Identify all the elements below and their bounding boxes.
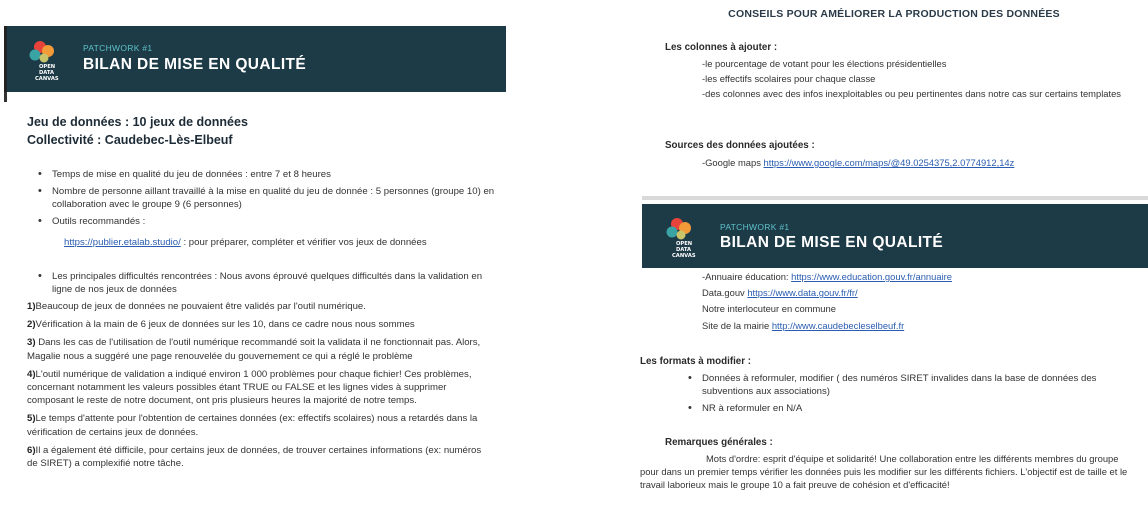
google-source-label: -Google maps xyxy=(702,157,764,168)
difficulty-point xyxy=(27,368,492,408)
remarks-heading: Remarques générales : xyxy=(665,437,773,448)
list-item-people: • Nombre de personne aillant travaillé à la mise en qualité du jeu de donnée : 5 personnes (groupe 10) en collaboration avec le groupe 9 (6 personnes) xyxy=(38,185,498,211)
column-item: -les effectifs scolaires pour chaque classe xyxy=(702,73,876,85)
mairie-link[interactable]: http://www.caudebecleselbeuf.fr xyxy=(771,319,905,331)
point-number: 6) xyxy=(27,444,36,456)
open-data-canvas-logo xyxy=(25,38,71,84)
datagouv-line xyxy=(702,286,1122,299)
point-number: 1) xyxy=(27,301,36,312)
formats-bullet-list xyxy=(688,372,1128,419)
left-header-banner xyxy=(4,26,506,92)
datagouv-label: Data.gouv xyxy=(702,287,748,299)
difficulty-point xyxy=(27,336,492,362)
logo-text-canvas: CANVAS xyxy=(35,76,59,82)
summary-bullet-list xyxy=(38,168,498,232)
logo-text-open: OPEN xyxy=(676,241,693,247)
advice-title: CONSEILS POUR AMÉLIORER LA PRODUCTION DES DONNÉES xyxy=(728,8,1060,20)
remarks-text: Mots d'ordre: esprit d'équipe et solidarité! Une collaboration entre les différents membres du groupe pour dans un premier temps vérifier les données puis les modifier sur les différents fichiers. L'objectif est de taille et le travail laborieux mais le groupe 10 a fait preuve de cohésion et d'efficacité! xyxy=(640,453,1128,491)
tool-description: : pour préparer, compléter et vérifier vos jeux de données xyxy=(180,237,427,248)
logo-text-open: OPEN xyxy=(39,64,56,70)
point-number: 5) xyxy=(27,413,36,425)
format-item: • Données à reformuler, modifier ( des numéros SIRET invalides dans la base de données des subventions aux associations) xyxy=(688,372,1128,398)
column-item: -des colonnes avec des infos inexploitables ou peu pertinentes dans notre cas sur certains templates xyxy=(702,88,1121,100)
mairie-line xyxy=(702,319,1122,332)
point-text: L'outil numérique de validation a indiqué environ 1 000 problèmes pour chaque fichier! Ces problèmes, concernant notamment les valeurs possibles étant TRUE ou FALSE et les lignes vides à supprimer composant le reste de notre document, ont pris plusieurs heures la majorité de notre temps. xyxy=(27,368,472,407)
right-document-page xyxy=(640,0,1148,511)
point-text: Dans les cas de l'utilisation de l'outil numérique recommandé soit la validata il ne fonctionnait pas. Alors, Magalie nous a suggéré une page renouvelée du gouvernement ce qui a réglé le problème xyxy=(27,337,481,362)
point-text: Le temps d'attente pour l'obtention de certaines données (ex: effectifs scolaires) nous a retardés dans la vérification de certains jeux de données. xyxy=(27,413,478,438)
annuaire-link[interactable]: https://www.education.gouv.fr/annuaire xyxy=(791,271,952,282)
tool-link[interactable]: https://publier.etalab.studio/ xyxy=(64,237,181,248)
more-sources-list xyxy=(702,270,1122,332)
open-data-canvas-logo xyxy=(662,215,708,261)
banner-title: BILAN DE MISE EN QUALITÉ xyxy=(83,56,307,73)
annuaire-line xyxy=(702,270,1122,283)
google-maps-link[interactable]: https://www.google.com/maps/@49.0254375,2.0774912,14z xyxy=(763,157,1015,168)
columns-heading: Les colonnes à ajouter : xyxy=(665,42,778,53)
formats-heading: Les formats à modifier : xyxy=(640,356,752,367)
sources-heading: Sources des données ajoutées : xyxy=(665,140,815,151)
list-item-time: • Temps de mise en qualité du jeu de données : entre 7 et 8 heures xyxy=(38,168,498,181)
tool-line xyxy=(64,236,504,249)
difficulty-point xyxy=(27,318,492,331)
list-item-tools: • Outils recommandés : xyxy=(38,215,498,228)
right-header-banner xyxy=(642,204,1148,268)
list-item-difficulties: • Les principales difficultés rencontrées : Nous avons éprouvé quelques difficultés dans la validation en ligne de nos jeux de données xyxy=(38,270,488,296)
difficulty-point xyxy=(27,300,492,313)
logo-text-canvas: CANVAS xyxy=(672,253,696,259)
column-item: -le pourcentage de votant pour les élections présidentielles xyxy=(702,58,947,69)
page-separator xyxy=(642,196,1148,200)
point-text: Beaucoup de jeux de données ne pouvaient être validés par l'outil numérique. xyxy=(35,301,366,312)
open-data-canvas-logo-icon xyxy=(25,38,71,84)
difficulty-point xyxy=(27,412,492,438)
interlocutor-line: Notre interlocuteur en commune xyxy=(702,303,836,315)
banner-title: BILAN DE MISE EN QUALITÉ xyxy=(720,234,944,251)
collectivity-heading: Collectivité : Caudebec-Lès-Elbeuf xyxy=(27,133,233,147)
point-text: Il a également été difficile, pour certains jeux de données, de trouver certaines informations (ex: numéros de SIRET) a complexifié notre tâche. xyxy=(27,444,482,470)
left-document-page xyxy=(0,0,510,511)
point-text: Vérification à la main de 6 jeux de données sur les 10, dans ce cadre nous nous sommes xyxy=(35,319,415,331)
difficulty-point xyxy=(27,444,492,470)
point-number: 2) xyxy=(27,319,36,331)
point-number: 3) xyxy=(27,337,36,349)
datagouv-link[interactable]: https://www.data.gouv.fr/fr/ xyxy=(747,287,858,299)
point-number: 4) xyxy=(27,368,36,380)
logo-text-data: DATA xyxy=(676,247,692,253)
difficulty-points xyxy=(27,300,492,470)
dataset-heading: Jeu de données : 10 jeux de données xyxy=(27,115,248,129)
banner-kicker: PATCHWORK #1 xyxy=(720,222,790,232)
mairie-label: Site de la mairie xyxy=(702,319,772,331)
format-item: • NR à reformuler en N/A xyxy=(688,402,1128,415)
google-source-line xyxy=(702,156,1014,169)
columns-list xyxy=(702,57,1122,101)
difficulties-bullet-list xyxy=(38,270,488,300)
logo-text-data: DATA xyxy=(39,70,55,76)
annuaire-label: -Annuaire éducation: xyxy=(702,271,792,282)
banner-kicker: PATCHWORK #1 xyxy=(83,43,153,53)
open-data-canvas-logo-icon xyxy=(662,215,708,261)
left-border-stub xyxy=(4,92,7,102)
